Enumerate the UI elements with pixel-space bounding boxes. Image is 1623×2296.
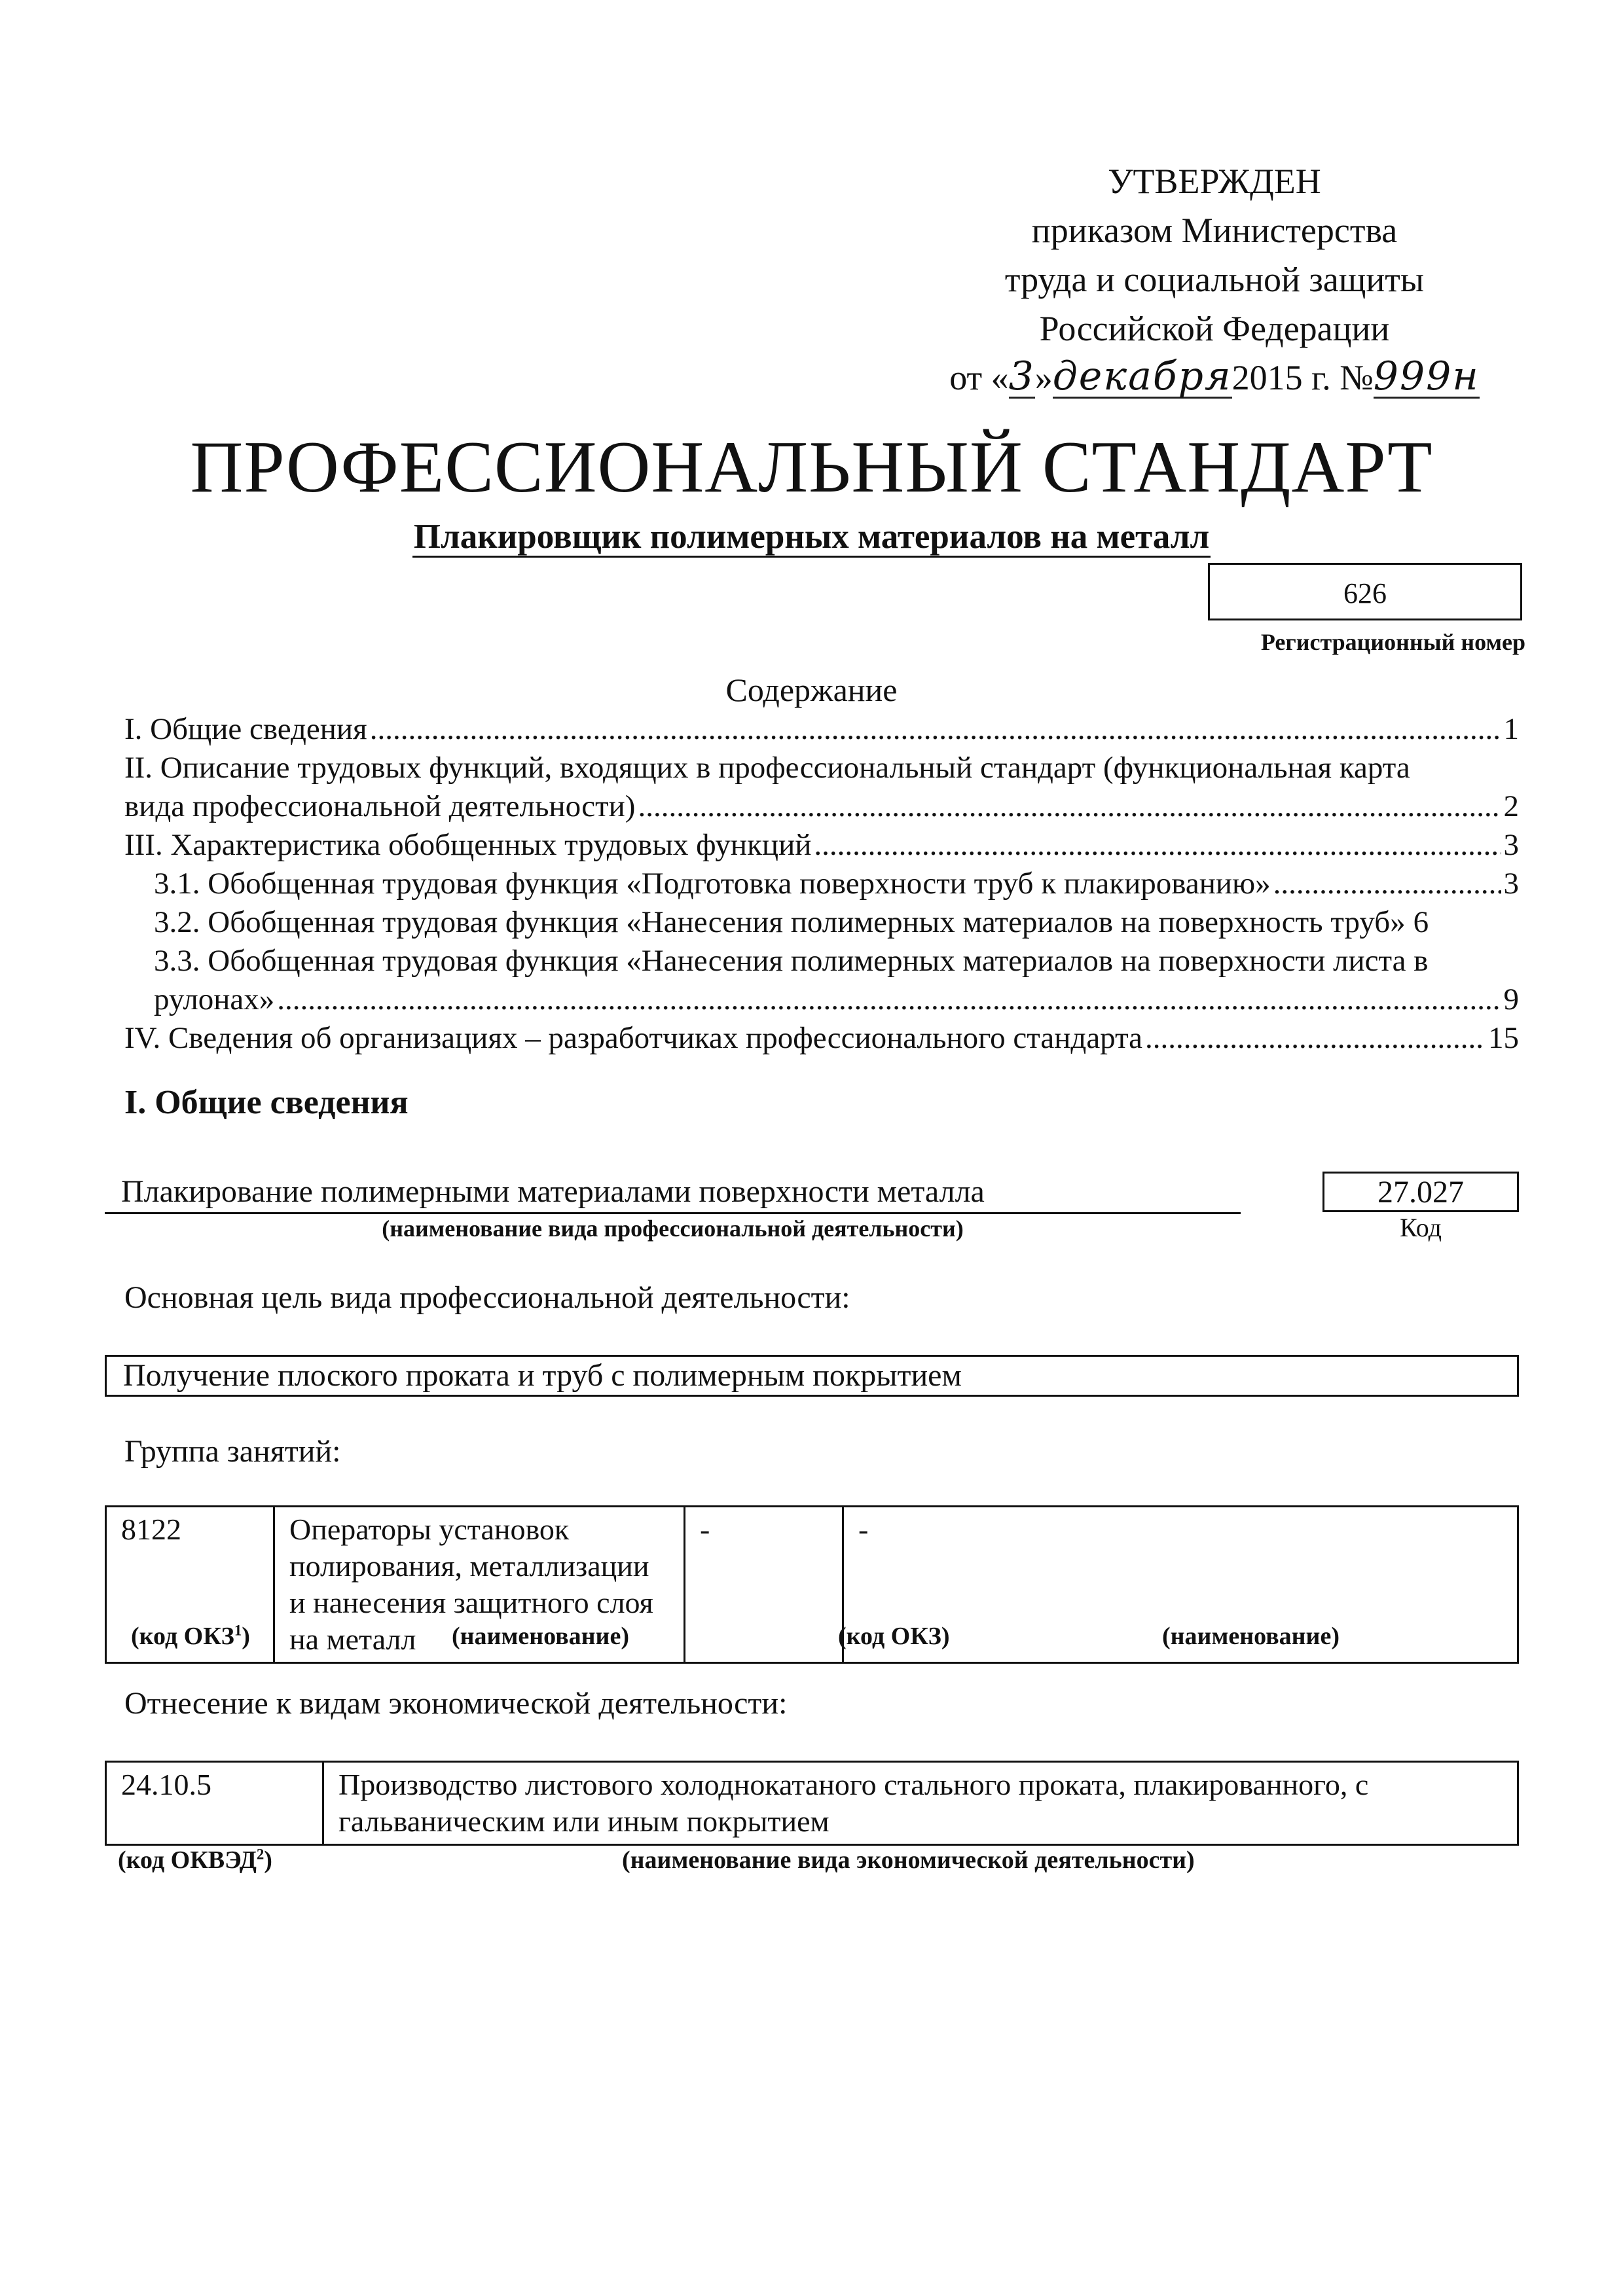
document-title: ПРОФЕССИОНАЛЬНЫЙ СТАНДАРТ	[190, 427, 1433, 508]
toc-title: Содержание	[725, 672, 898, 708]
handwritten-number: 999н	[1373, 353, 1480, 399]
registration-number-label: Регистрационный номер	[1260, 629, 1525, 655]
approval-line-1: УТВЕРЖДЕН	[1108, 162, 1321, 201]
econ-label: Отнесение к видам экономической деятельности:	[124, 1686, 788, 1721]
econ-caption-code: (код ОКВЭД$^2$)	[118, 1846, 272, 1874]
table-of-contents	[124, 710, 1519, 1058]
okz-name-cell: Операторы установок полирования, металлизации и нанесения защитного слоя на металл	[274, 1507, 685, 1663]
okved-name-cell: Производство листового холоднокатаного стального проката, плакированного, с гальваническим или иным покрытием	[323, 1762, 1518, 1845]
handwritten-month: декабря	[1052, 353, 1232, 399]
subtitle-text: Плакировщик полимерных материалов на металл	[412, 518, 1211, 558]
toc-item-2[interactable]: вида профессиональной деятельности) ..... 2	[124, 787, 1519, 826]
section-heading: I. Общие сведения	[124, 1084, 409, 1121]
toc-item-1[interactable]: I. Общие сведения ..... 1	[124, 710, 1519, 749]
toc-item-3-3-line1[interactable]: 3.3. Обобщенная трудовая функция «Нанесения полимерных материалов на поверхности листа в	[154, 944, 1429, 978]
activity-name: Плакирование полимерными материалами поверхности металла	[105, 1172, 1241, 1214]
table-row	[106, 1762, 1518, 1845]
group-caption-code1: (код ОКЗ$^1$)	[131, 1622, 250, 1650]
toc-item-3[interactable]: III. Характеристика обобщенных трудовых функций ..... 3	[124, 826, 1519, 865]
okz-code-cell: 8122	[106, 1507, 274, 1663]
toc-item-4[interactable]: IV. Сведения об организациях – разработчиках профессионального стандарта ..... 15	[124, 1019, 1519, 1058]
date-mid: »	[1034, 358, 1053, 397]
date-prefix: от «	[949, 358, 1009, 397]
okz-code-cell-2: -	[685, 1507, 843, 1663]
approval-line-3: труда и социальной защиты	[1004, 260, 1425, 299]
goal-label: Основная цель вида профессиональной деятельности:	[124, 1280, 850, 1315]
economic-activity-table	[105, 1761, 1519, 1846]
goal-box: Получение плоского проката и труб с полимерным покрытием	[105, 1355, 1519, 1397]
group-caption-name1: (наименование)	[452, 1623, 629, 1650]
activity-code-caption: Код	[1400, 1213, 1442, 1242]
approval-line-2: приказом Министерства	[1031, 211, 1398, 250]
approval-block	[903, 157, 1525, 403]
approval-date	[903, 353, 1525, 403]
toc-item-2-line1[interactable]: II. Описание трудовых функций, входящих в профессиональный стандарт (функциональная карта	[124, 751, 1410, 785]
registration-number-box: 626	[1208, 563, 1522, 620]
toc-item-3-3[interactable]: рулонах» ..... 9	[124, 980, 1519, 1019]
toc-item-3-1[interactable]: 3.1. Обобщенная трудовая функция «Подготовка поверхности труб к плакированию» ..... 3	[124, 865, 1519, 903]
activity-code-box: 27.027	[1322, 1172, 1519, 1212]
okved-code-cell: 24.10.5	[106, 1762, 323, 1845]
okz-name-cell-2: -	[843, 1507, 1518, 1663]
toc-item-3-2[interactable]: 3.2. Обобщенная трудовая функция «Нанесения полимерных материалов на поверхность труб» 6	[154, 905, 1429, 939]
activity-caption: (наименование вида профессиональной деятельности)	[382, 1215, 964, 1242]
group-label: Группа занятий:	[124, 1434, 341, 1469]
group-caption-code2: (код ОКЗ)	[838, 1623, 950, 1650]
handwritten-day: 3	[1008, 353, 1035, 399]
date-year: 2015 г. №	[1231, 358, 1374, 397]
approval-line-4: Российской Федерации	[1039, 309, 1390, 348]
group-caption-name2: (наименование)	[1162, 1623, 1340, 1650]
document-subtitle	[0, 517, 1623, 556]
econ-caption-name: (наименование вида экономической деятельности)	[622, 1846, 1195, 1874]
